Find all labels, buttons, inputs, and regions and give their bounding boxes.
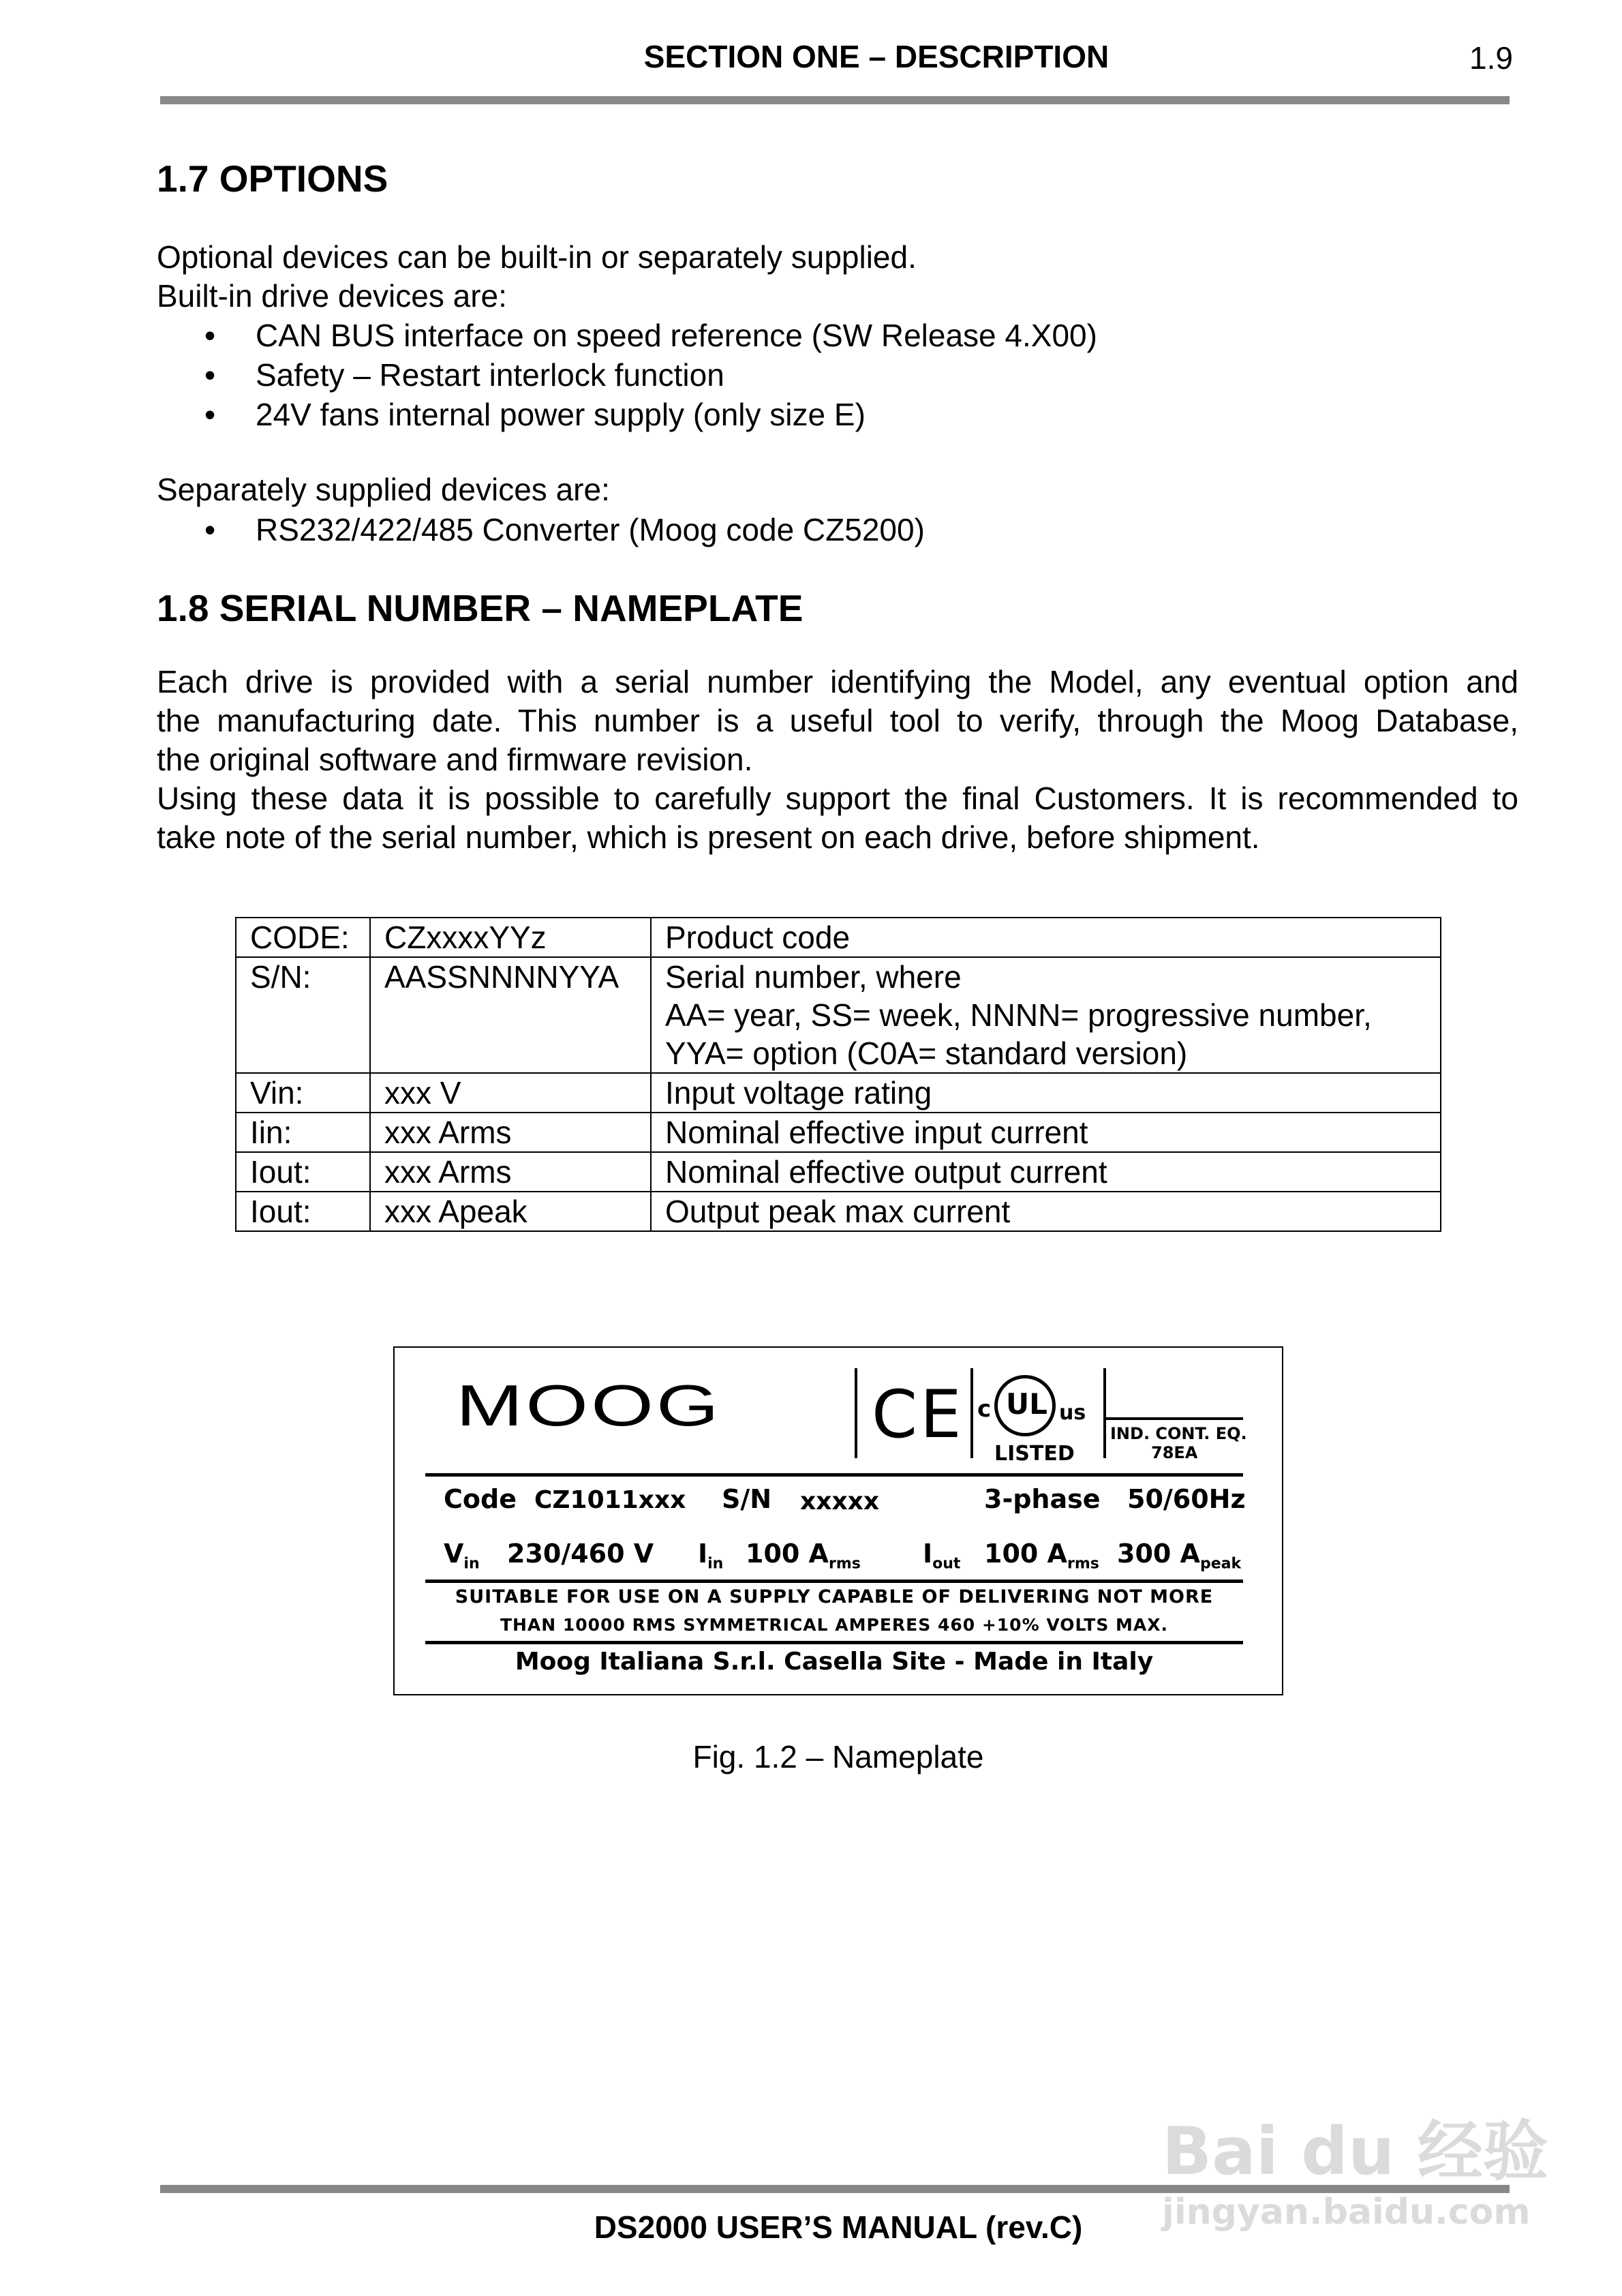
builtin-devices-list (204, 316, 1097, 434)
sn-value: xxxxx (800, 1487, 880, 1515)
ul-mark: UL (1006, 1387, 1047, 1421)
running-header-title: SECTION ONE – DESCRIPTION (643, 39, 1110, 74)
table-row (236, 1113, 1441, 1152)
divider (425, 1641, 1243, 1644)
header-rule (160, 96, 1510, 104)
table-row (236, 1073, 1441, 1113)
table-cell-description (651, 918, 1441, 957)
separate-devices-list (204, 510, 925, 549)
table-cell-label: Iout: (236, 1152, 370, 1192)
table-row (236, 918, 1441, 957)
ind-cont-eq: IND. CONT. EQ. (1110, 1424, 1247, 1443)
iout-rating (923, 1539, 960, 1573)
paragraph-line: take note of the serial number, which is present on each drive, before shipment. (157, 819, 1260, 855)
table-cell-label: CODE: (236, 918, 370, 957)
table-row (236, 1192, 1441, 1231)
list-item: • CAN BUS interface on speed reference (SW Release 4.X00) (204, 316, 1097, 355)
table-cell-value: xxx V (370, 1073, 651, 1113)
table-cell-label: Vin: (236, 1073, 370, 1113)
table-cell-label: S/N: (236, 957, 370, 1073)
table-cell-label: Iout: (236, 1192, 370, 1231)
iin-amount: 100 A (746, 1539, 829, 1569)
options-intro (157, 238, 917, 316)
footer-title: DS2000 USER’S MANUAL (rev.C) (594, 2209, 1083, 2245)
ul-us-mark: us (1059, 1401, 1086, 1425)
table-cell-value: AASSNNNNYYA (370, 957, 651, 1073)
table-cell-description (651, 957, 1441, 1073)
iout-unit: rms (1067, 1555, 1099, 1573)
baidu-watermark-url: jingyan.baidu.com (1162, 2192, 1531, 2233)
phase: 3-phase (984, 1484, 1101, 1514)
peak-unit: peak (1199, 1555, 1242, 1573)
frequency: 50/60Hz (1127, 1484, 1246, 1514)
moog-logo: MOOG (456, 1373, 722, 1438)
description-line: Nominal effective output current (665, 1154, 1107, 1190)
table-cell-description (651, 1152, 1441, 1192)
sn-label: S/N (722, 1484, 772, 1514)
paragraph-line: Each drive is provided with a serial number identifying the Model, any eventual option and (157, 664, 1518, 699)
warning-line-2: THAN 10000 RMS SYMMETRICAL AMPERES 460 +10% VOLTS MAX. (500, 1615, 1169, 1635)
divider (425, 1473, 1243, 1477)
figure-caption: Fig. 1.2 – Nameplate (692, 1739, 984, 1774)
ul-listed: LISTED (994, 1442, 1075, 1466)
ce-mark: CE (872, 1376, 964, 1453)
iout-amount: 100 A (984, 1539, 1067, 1569)
iin-label: I (698, 1539, 708, 1569)
description-line: AA= year, SS= week, NNNN= progressive number, (665, 997, 1372, 1033)
page-number: 1.9 (1469, 40, 1513, 76)
list-item: • Safety – Restart interlock function (204, 355, 1097, 395)
serial-paragraph (157, 663, 1518, 857)
vin-sub: in (463, 1555, 480, 1573)
options-intro-line: Optional devices can be built-in or separately supplied. (157, 239, 917, 275)
paragraph-line: Using these data it is possible to carefully support the final Customers. It is recommended to (157, 781, 1518, 816)
ul-c-mark: c (977, 1395, 992, 1423)
separate-intro-line: Separately supplied devices are: (157, 472, 610, 507)
section-heading-serial-number: 1.8 SERIAL NUMBER – NAMEPLATE (157, 587, 804, 629)
table-cell-description (651, 1073, 1441, 1113)
description-line: Nominal effective input current (665, 1115, 1088, 1150)
vin-label: V (444, 1539, 464, 1569)
builtin-intro-line: Built-in drive devices are: (157, 278, 507, 314)
iin-sub: in (707, 1555, 724, 1573)
nameplate-figure (393, 1346, 1283, 1695)
divider (970, 1368, 973, 1458)
peak-value (1117, 1539, 1241, 1573)
iin-unit: rms (828, 1555, 861, 1573)
table-row (236, 1152, 1441, 1192)
divider (855, 1368, 857, 1458)
warning-line-1: SUITABLE FOR USE ON A SUPPLY CAPABLE OF DELIVERING NOT MORE (455, 1586, 1214, 1607)
peak-amount: 300 A (1117, 1539, 1200, 1569)
section-heading-options: 1.7 OPTIONS (157, 157, 388, 200)
manufacturer-line: Moog Italiana S.r.l. Casella Site - Made in Italy (515, 1648, 1154, 1676)
table-cell-value: CZxxxxYYz (370, 918, 651, 957)
table-cell-description (651, 1113, 1441, 1152)
iin-rating (698, 1539, 723, 1573)
table-cell-description (651, 1192, 1441, 1231)
list-item: • RS232/422/485 Converter (Moog code CZ5200) (204, 510, 925, 549)
iin-value (746, 1539, 861, 1573)
paragraph-line: the manufacturing date. This number is a useful tool to verify, through the Moog Database, (157, 703, 1518, 738)
vin-rating (444, 1539, 480, 1573)
divider (1103, 1368, 1106, 1458)
iout-sub: out (932, 1555, 961, 1573)
table-cell-value: xxx Arms (370, 1152, 651, 1192)
ind-cont-code: 78EA (1151, 1443, 1198, 1462)
list-item: • 24V fans internal power supply (only size E) (204, 395, 1097, 434)
description-line: Product code (665, 920, 851, 955)
vin-value: 230/460 V (507, 1539, 654, 1569)
table-cell-value: xxx Apeak (370, 1192, 651, 1231)
code-label: Code (444, 1484, 517, 1514)
divider (425, 1580, 1243, 1583)
iout-value (984, 1539, 1099, 1573)
description-line: Input voltage rating (665, 1075, 932, 1111)
description-line: YYA= option (C0A= standard version) (665, 1036, 1188, 1071)
table-row (236, 957, 1441, 1073)
paragraph-line: the original software and firmware revision. (157, 742, 753, 777)
description-line: Serial number, where (665, 959, 962, 995)
code-value: CZ1011xxx (534, 1486, 686, 1514)
baidu-watermark-logo: Bai du 经验 (1162, 2113, 1548, 2190)
description-line: Output peak max current (665, 1194, 1011, 1229)
table-cell-value: xxx Arms (370, 1113, 651, 1152)
serial-number-table (235, 917, 1441, 1232)
divider (1103, 1417, 1243, 1420)
table-cell-label: Iin: (236, 1113, 370, 1152)
iout-label: I (923, 1539, 933, 1569)
